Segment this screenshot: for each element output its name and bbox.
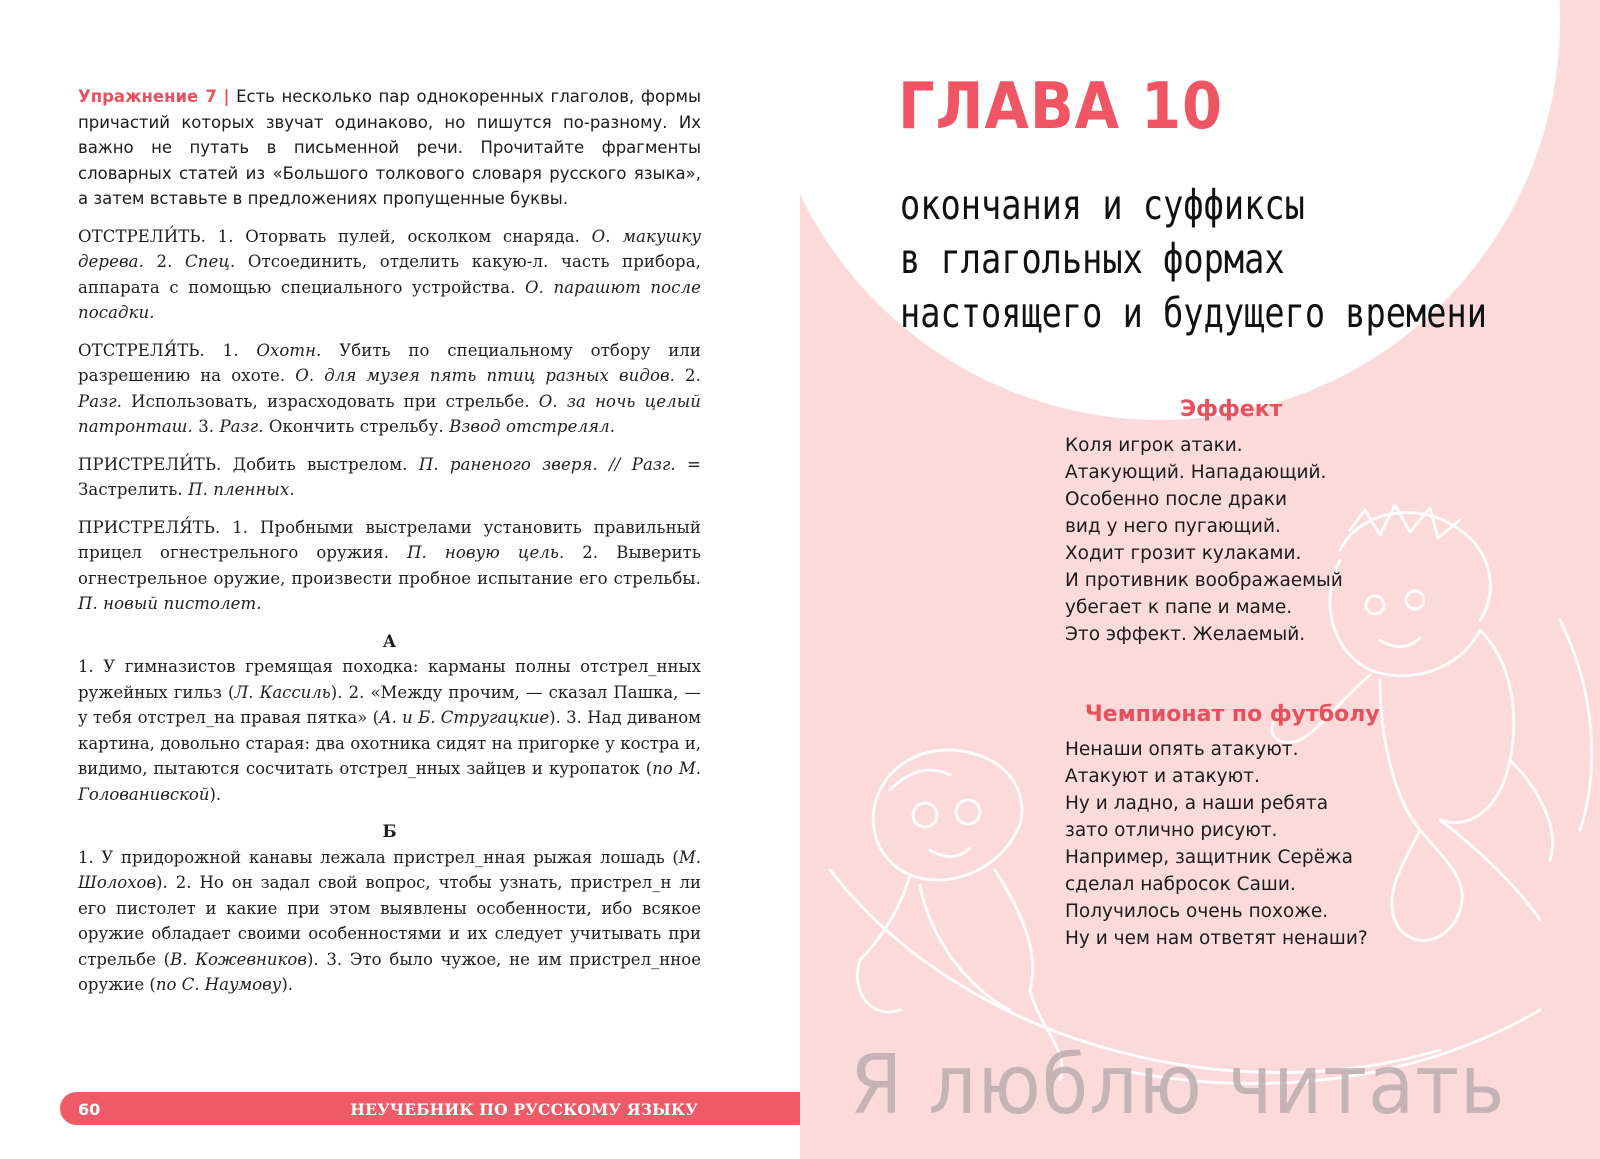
italic-fragment: Разг. (219, 417, 264, 436)
page-number: 60 (78, 1100, 101, 1119)
dictionary-entry (78, 338, 701, 440)
chapter-title-line: окончания и суффиксы (900, 181, 1305, 229)
text-fragment: ). 3. Над диваном картина, довольно старая: два охотника сидят на пригорке у костра и, видимо, пытаются сосчитать отстрел_нных зайцев и куропаток ( (78, 708, 702, 778)
right-page (800, 0, 1600, 1159)
text-fragment: Отсоединить, отделить какую-л. часть прибора, аппарата с помощью специального устройства. (78, 252, 701, 297)
text-fragment: ). (281, 975, 294, 994)
poem-line: Атакующий. Нападающий. (1065, 462, 1327, 483)
poem-line: зато отлично рисуют. (1065, 820, 1278, 841)
poem (1065, 432, 1343, 648)
italic-fragment: П. новую цель. (407, 543, 565, 562)
text-fragment: Убить по специальному отбору или разрешению на охоте. (78, 340, 701, 385)
text-fragment: ПРИСТРЕЛЯ́ТЬ. 1. Пробными выстрелами установить правильный прицел огнестрельного оружия. (78, 517, 701, 562)
italic-fragment: Разг. (78, 391, 123, 411)
italic-fragment: П. раненого зверя. // Разг. (418, 454, 676, 474)
poem-line: Коля игрок атаки. (1065, 435, 1243, 456)
text-fragment: ПРИСТРЕЛИ́ТЬ. Добить выстрелом. (78, 454, 419, 474)
exercise-separator: | (223, 87, 230, 106)
left-page-text (78, 84, 701, 998)
running-title: НЕУЧЕБНИК ПО РУССКОМУ ЯЗЫКУ (350, 1100, 698, 1119)
text-fragment: ). 2. Но он задал свой вопрос, чтобы узнать, пристрел_н ли его пистолет и какие при этом выявлены особенности, ибо всякое оружие обладает своими особенностями и их следует учитывать при стрельбе ( (78, 873, 701, 969)
italic-fragment: В. Кожевников (170, 949, 307, 969)
italic-fragment: О. для музея пять птиц разных видов. (295, 366, 676, 385)
text-fragment: ОТСТРЕЛЯ́ТЬ. 1. (78, 340, 257, 360)
text-fragment: ОТСТРЕЛИ́ТЬ. 1. Оторвать пулей, осколком снаряда. (78, 226, 592, 246)
dictionary-entry (78, 515, 701, 617)
section-body (78, 845, 701, 998)
text-fragment: 1. У гимназистов гремящая походка: карманы полны отстрел_нных ружейных гильз ( (78, 657, 701, 702)
text-fragment: ). 2. «Между прочим, — сказал Пашка, — у тебя отстрел_на правая пятка» ( (78, 682, 701, 727)
italic-fragment: Л. Кассиль (234, 682, 331, 702)
poem-line: Ходит грозит кулаками. (1065, 543, 1302, 564)
chapter-title (900, 178, 1487, 340)
dictionary-entry (78, 452, 701, 503)
chapter-label: ГЛАВА 10 (898, 70, 1224, 144)
exercise-sections (78, 629, 701, 998)
italic-fragment: О. макушку дерева. (78, 226, 701, 271)
italic-fragment: О. парашют после посадки. (78, 277, 701, 322)
exercise-label: Упражнение 7 (78, 87, 217, 106)
poem-line: Ну и ладно, а наши ребята (1065, 793, 1329, 814)
exercise-text: Есть несколько пар однокоренных глаголов, формы причастий которых звучат одинаково, но пишутся по-разному. Их важно не путать в письменной речи. Прочитайте фрагменты словарных статей из «Большого толкового словаря русского языка», а затем вставьте в предложениях пропущенные буквы. (78, 87, 701, 208)
text-fragment: 2. (143, 252, 186, 271)
section-title: Б (382, 822, 397, 841)
chapter-title-line: настоящего и будущего времени (900, 289, 1487, 337)
text-fragment: Окончить стрельбу. (263, 417, 450, 436)
poem-line: И противник воображаемый (1065, 570, 1343, 591)
poem-line: Ну и чем нам ответят ненаши? (1065, 928, 1368, 949)
poem-line: вид у него пугающий. (1065, 516, 1281, 537)
text-fragment: 3. (192, 417, 220, 436)
poem-line: Особенно после драки (1065, 489, 1287, 510)
section-body (78, 654, 701, 807)
dictionary-entry (78, 224, 701, 326)
watermark: Я люблю читать (850, 1038, 1506, 1133)
text-fragment: 2. Выверить огнестрельное оружие, произвести пробное испытание его стрельбы. (78, 543, 701, 588)
section-title: А (382, 631, 397, 651)
italic-fragment: по С. Наумову (155, 975, 282, 994)
text-fragment: ). 3. Это было чужое, не им пристрел_нное оружие ( (78, 949, 701, 994)
poem-line: Это эффект. Желаемый. (1065, 624, 1306, 645)
text-fragment: 1. У придорожной канавы лежала пристрел_нная рыжая лошадь ( (78, 847, 679, 867)
text-fragment: 2. (675, 366, 701, 385)
poem-title: Эффект (1180, 397, 1283, 422)
poem-line: сделал набросок Саши. (1065, 874, 1296, 895)
poem-line: Получилось очень похоже. (1065, 901, 1329, 922)
text-fragment: = Застрелить. (78, 454, 701, 499)
italic-fragment: по М. Голованивской (78, 759, 701, 804)
text-fragment: ). (209, 784, 222, 804)
italic-fragment: О. за ночь целый патронташ. (78, 391, 701, 436)
italic-fragment: П. пленных. (188, 480, 295, 499)
italic-fragment: Охотн. (256, 340, 322, 360)
poem-line: Ненаши опять атакуют. (1065, 739, 1299, 760)
poem-line: Атакуют и атакуют. (1065, 766, 1260, 787)
poem-title: Чемпионат по футболу (1085, 702, 1380, 727)
poem (1065, 736, 1368, 952)
text-fragment: Использовать, израсходовать при стрельбе. (122, 391, 539, 411)
poem-line: Например, защитник Серёжа (1065, 847, 1353, 868)
italic-fragment: П. новый пистолет. (78, 594, 262, 613)
italic-fragment: М. Шолохов (78, 847, 701, 892)
italic-fragment: А. и Б. Стругацкие (379, 708, 550, 727)
poem-line: убегает к папе и маме. (1065, 597, 1293, 618)
dictionary-entries (78, 224, 701, 617)
chapter-title-line: в глагольных формах (900, 235, 1285, 283)
italic-fragment: Спец. (185, 252, 236, 271)
exercise-intro (78, 84, 701, 212)
italic-fragment: Взвод отстрелял. (449, 417, 616, 436)
